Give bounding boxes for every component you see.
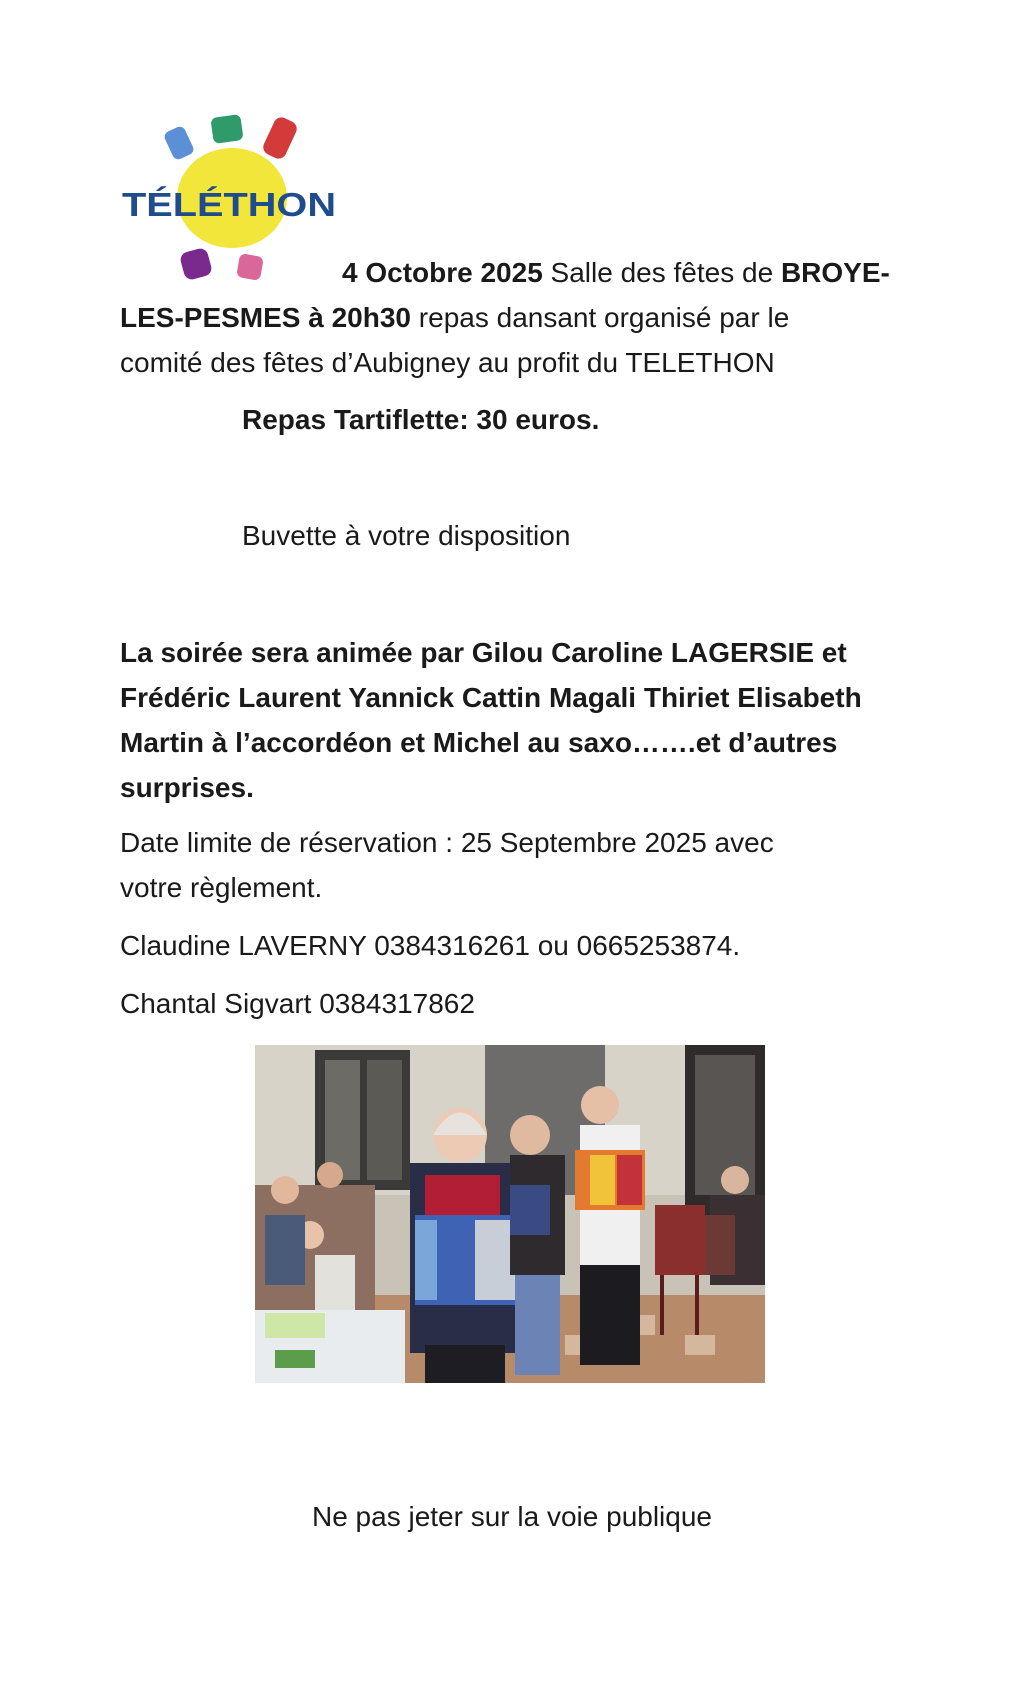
place-name-part-2: LES-PESMES à 20h30: [120, 302, 412, 333]
logo-text: TÉLÉTHON: [122, 186, 336, 223]
intro-line-3: comité des fêtes d’Aubigney au profit du TELETHON: [120, 347, 775, 378]
buvette-text: Buvette à votre disposition: [242, 520, 571, 551]
event-description-1: repas dansant organisé par le: [411, 302, 790, 333]
deadline-line-2: votre règlement.: [120, 872, 323, 903]
footer-notice: Ne pas jeter sur la voie publique: [311, 1501, 712, 1532]
event-date: 4 Octobre 2025: [342, 257, 543, 288]
intro-line-1: [120, 250, 920, 295]
place-prefix: Salle des fêtes de: [542, 257, 781, 288]
contact-chantal: Chantal Sigvart 0384317862: [120, 988, 475, 1019]
logo-blue-petal: [163, 125, 196, 161]
accordion-party-photo: [255, 1045, 765, 1383]
meal-price: Repas Tartiflette: 30 euros.: [242, 404, 600, 435]
animation-paragraph: [120, 630, 920, 810]
animation-line-4: surprises.: [120, 772, 254, 803]
animation-line-1: La soirée sera animée par Gilou Caroline LAGERSIE et: [120, 637, 847, 668]
logo-red-petal: [261, 115, 300, 161]
animation-line-3: Martin à l’accordéon et Michel au saxo…….et d’autres: [120, 727, 838, 758]
reservation-deadline: [120, 820, 920, 910]
animation-line-2: Frédéric Laurent Yannick Cattin Magali Thiriet Elisabeth: [120, 682, 862, 713]
contact-claudine: Claudine LAVERNY 0384316261 ou 0665253874.: [120, 930, 741, 961]
intro-line-2: [120, 295, 920, 340]
logo-green-petal: [210, 114, 243, 144]
place-name-part-1: BROYE-: [780, 257, 890, 288]
intro-paragraph: [120, 250, 920, 385]
deadline-line-1: Date limite de réservation : 25 Septembre 2025 avec: [120, 827, 774, 858]
